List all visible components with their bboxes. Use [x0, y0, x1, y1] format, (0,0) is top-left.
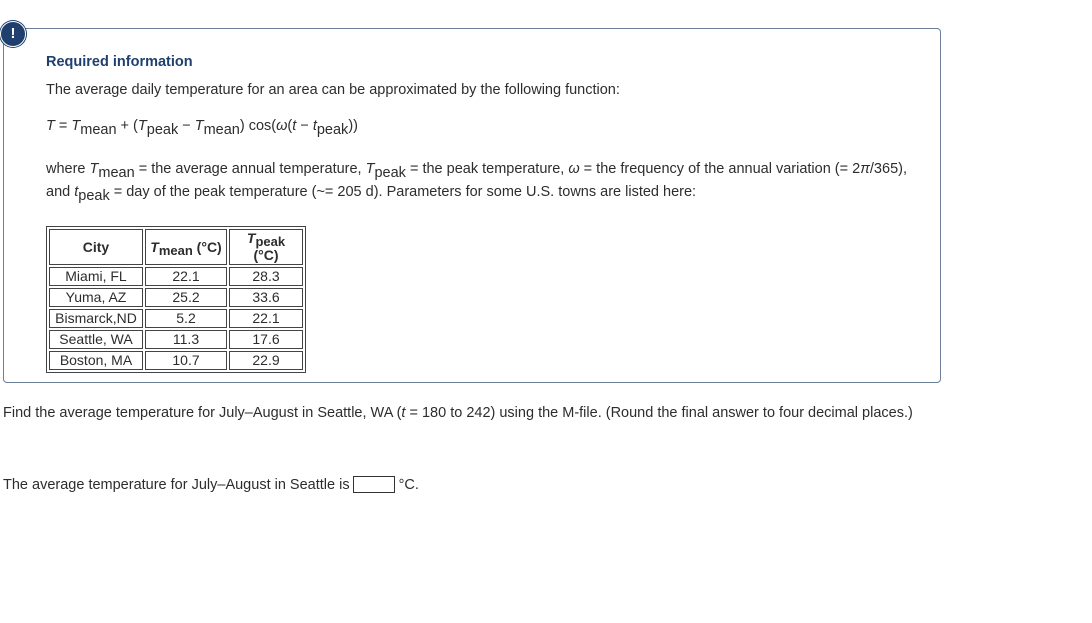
cell-tmean: 25.2 [145, 288, 227, 307]
city-parameters-table [46, 226, 306, 373]
header-tmean [145, 229, 227, 265]
cell-city: Boston, MA [49, 351, 143, 370]
cell-city: Bismarck,ND [49, 309, 143, 328]
where-text: = the average annual temperature, [134, 161, 366, 177]
where-var: T [365, 161, 375, 177]
answer-prefix: The average temperature for July–August in Seattle is [3, 477, 350, 493]
formula-sub: mean [80, 122, 117, 138]
where-sub: mean [98, 165, 135, 181]
where-text: where [46, 161, 90, 177]
where-sub: peak [374, 165, 406, 181]
header-unit: (°C) [253, 247, 279, 263]
answer-input[interactable] [353, 476, 395, 493]
cell-tmean: 5.2 [145, 309, 227, 328]
formula-var: t [292, 118, 297, 134]
cell-tmean: 22.1 [145, 267, 227, 286]
where-var: ω [568, 161, 580, 177]
header-sub: mean [158, 242, 193, 258]
table-header-row [49, 229, 303, 265]
cell-tpeak: 33.6 [229, 288, 303, 307]
header-var: T [246, 230, 256, 246]
answer-line [3, 476, 419, 493]
formula-text: )) [348, 118, 358, 134]
cell-tmean: 11.3 [145, 330, 227, 349]
question-text [3, 404, 933, 422]
formula-text: ) cos( [239, 118, 277, 134]
table-row [49, 267, 303, 286]
cell-tpeak: 28.3 [229, 267, 303, 286]
formula-text: − [296, 118, 313, 134]
header-tpeak [229, 229, 303, 265]
question-var: t [401, 405, 406, 421]
where-text: = the frequency of the annual variation (= 2 [579, 161, 861, 177]
intro-text: The average daily temperature for an area can be approximated by the following function: [46, 82, 620, 98]
where-var: t [74, 184, 79, 200]
formula-var: T [46, 118, 55, 134]
where-var: T [89, 161, 99, 177]
table-row [49, 330, 303, 349]
formula-text: − [178, 118, 195, 134]
formula-text: ( [287, 118, 293, 134]
formula-var: T [194, 118, 204, 134]
cell-tpeak: 17.6 [229, 330, 303, 349]
formula-sub: mean [203, 122, 240, 138]
where-var: π [860, 161, 870, 177]
table-row [49, 288, 303, 307]
variable-definitions [46, 158, 926, 204]
question-part: = 180 to 242) using the M-file. (Round the final answer to four decimal places.) [405, 405, 913, 421]
header-var: T [150, 238, 159, 255]
formula-var: t [312, 118, 317, 134]
formula-sub: peak [316, 122, 349, 138]
formula-text: + ( [116, 118, 138, 134]
where-sub: peak [78, 188, 110, 204]
header-sub: peak [255, 234, 286, 249]
formula-var: ω [276, 118, 288, 134]
header-unit: (°C) [192, 238, 222, 255]
answer-unit: °C. [398, 477, 419, 493]
cell-tmean: 10.7 [145, 351, 227, 370]
cell-city: Seattle, WA [49, 330, 143, 349]
header-city: City [49, 229, 143, 265]
cell-tpeak: 22.9 [229, 351, 303, 370]
cell-city: Miami, FL [49, 267, 143, 286]
question-part: Find the average temperature for July–August in Seattle, WA ( [3, 405, 402, 421]
temperature-formula [46, 118, 358, 138]
formula-var: T [71, 118, 81, 134]
formula-sub: peak [146, 122, 179, 138]
where-text: = day of the peak temperature (~= 205 d). Parameters for some U.S. towns are listed here: [109, 184, 697, 200]
table-row [49, 309, 303, 328]
cell-city: Yuma, AZ [49, 288, 143, 307]
required-information-title: Required information [46, 54, 193, 70]
formula-var: T [137, 118, 147, 134]
cell-tpeak: 22.1 [229, 309, 303, 328]
alert-icon: ! [0, 21, 26, 47]
formula-text: = [54, 118, 72, 134]
where-text: /365), and [46, 161, 907, 200]
where-text: = the peak temperature, [405, 161, 569, 177]
table-row [49, 351, 303, 370]
